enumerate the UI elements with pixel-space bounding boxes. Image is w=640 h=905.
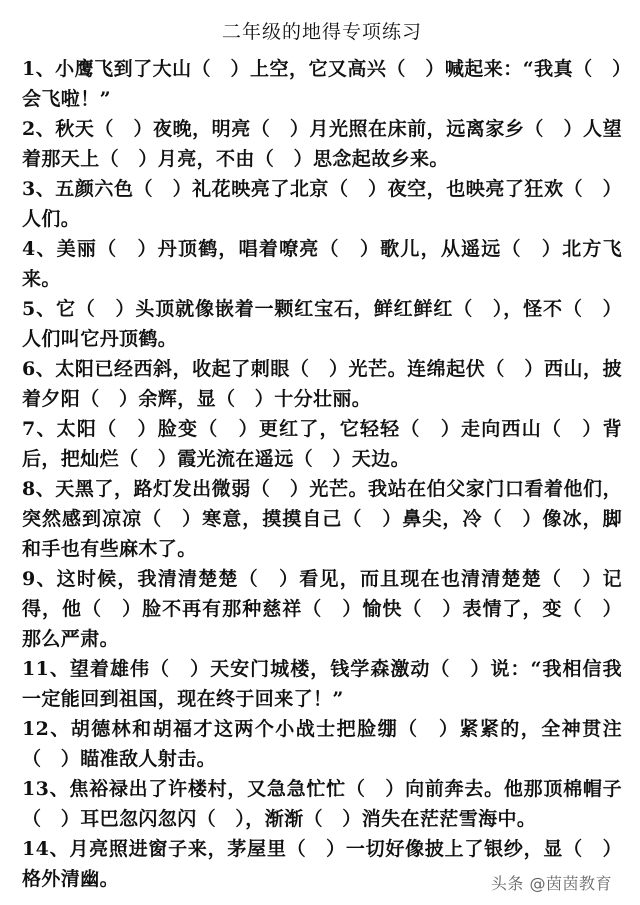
question-13: 13、焦裕禄出了许楼村，又急急忙忙（ ）向前奔去。他那顶棉帽子（ ）耳巴忽闪忽闪（ ），渐渐（ ）消失在茫茫雪海中。 (22, 778, 622, 830)
question-2: 2、秋天（ ）夜晚，明亮（ ）月光照在床前，远离家乡（ ）人望着那天上（ ）月亮，不由（ ）思念起故乡来。 (22, 118, 622, 170)
question-4: 4、美丽（ ）丹顶鹤，唱着嘹亮（ ）歌儿，从遥远（ ）北方飞来。 (22, 238, 622, 290)
question-14: 14、月亮照进窗子来，茅屋里（ ）一切好像披上了银纱，显（ ）格外清幽。 (22, 838, 622, 890)
question-12: 12、胡德林和胡福才这两个小战士把脸绷（ ）紧紧的，全神贯注（ ）瞄准敌人射击。 (22, 718, 622, 770)
question-8: 8、天黑了，路灯发出微弱（ ）光芒。我站在伯父家门口看着他们，突然感到凉凉（ ）寒意，摸摸自己（ ）鼻尖，冷（ ）像冰，脚和手也有些麻木了。 (22, 478, 622, 560)
question-1: 1、小鹰飞到了大山（ ）上空，它又高兴（ ）喊起来：“我真（ ）会飞啦！” (22, 58, 622, 110)
worksheet-title: 二年级的地得专项练习 (221, 21, 422, 43)
question-3: 3、五颜六色（ ）礼花映亮了北京（ ）夜空，也映亮了狂欢（ ）人们。 (22, 178, 622, 230)
question-7: 7、太阳（ ）脸变（ ）更红了，它轻轻（ ）走向西山（ ）背后，把灿烂（ ）霞光流在遥远（ ）天边。 (22, 418, 622, 470)
question-6: 6、太阳已经西斜，收起了刺眼（ ）光芒。连绵起伏（ ）西山，披着夕阳（ ）余辉，显（ ）十分壮丽。 (22, 358, 622, 410)
question-5: 5、它（ ）头顶就像嵌着一颗红宝石，鲜红鲜红（ ），怪不（ ）人们叫它丹顶鹤。 (22, 298, 622, 350)
question-11: 11、望着雄伟（ ）天安门城楼，钱学森激动（ ）说：“我相信我一定能回到祖国，现在终于回来了！” (22, 658, 622, 710)
question-9: 9、这时候，我清清楚楚（ ）看见，而且现在也清清楚楚（ ）记得，他（ ）脸不再有那种慈祥（ ）愉快（ ）表情了，变（ ）那么严肃。 (22, 568, 622, 650)
source-watermark: 头条 @茵茵教育 (490, 874, 612, 893)
